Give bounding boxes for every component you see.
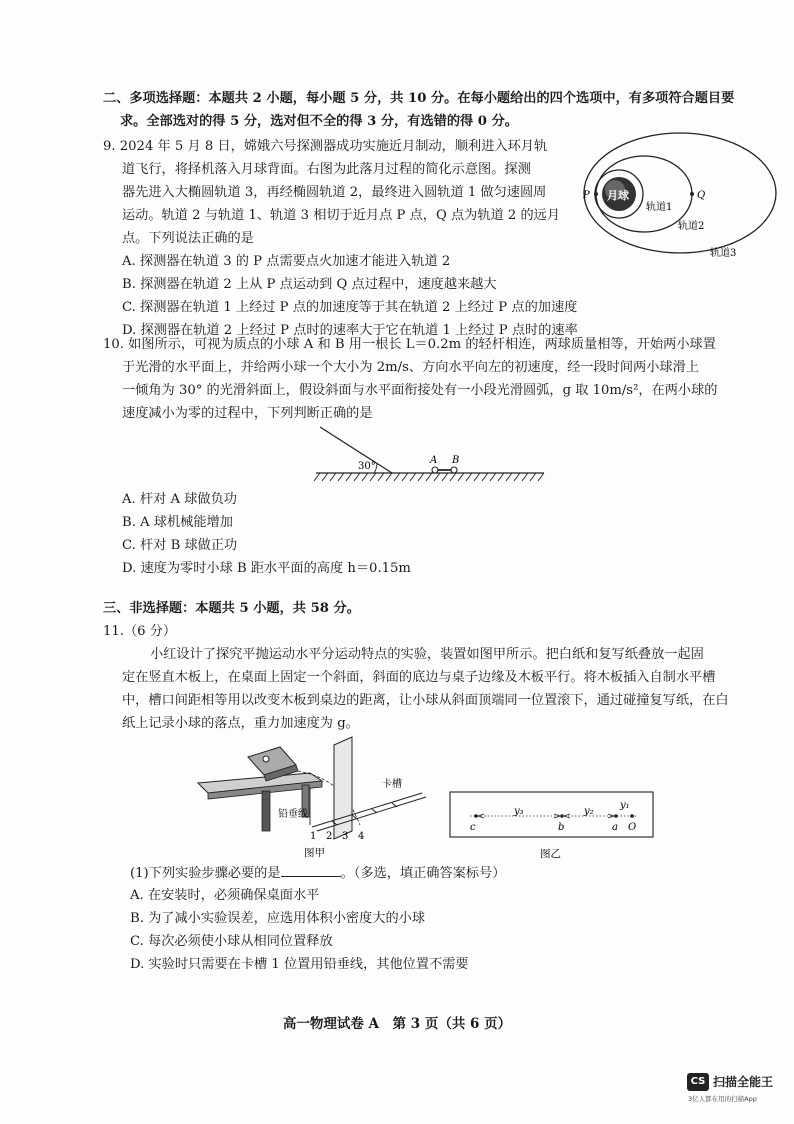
q10-line: 速度减小为零的过程中，下列判断正确的是 bbox=[122, 406, 373, 421]
y2-label: y₂ bbox=[584, 806, 594, 817]
q11-option-c: C. 每次必须使小球从相同位置释放 bbox=[130, 934, 333, 949]
point-p bbox=[594, 192, 598, 196]
point-o bbox=[630, 814, 634, 818]
q10-option-a: A. 杆对 A 球做负功 bbox=[122, 492, 237, 507]
q10-option-c: C. 杆对 B 球做正功 bbox=[122, 538, 238, 553]
b-label: B bbox=[452, 455, 460, 466]
vertical-board bbox=[334, 737, 352, 839]
ball bbox=[263, 756, 269, 762]
point-b bbox=[560, 814, 564, 818]
q10-option-d: D. 速度为零时小球 B 距水平面的高度 h＝0.15m bbox=[122, 561, 411, 576]
q10-option-b: B. A 球机械能增加 bbox=[122, 515, 233, 530]
point-c bbox=[474, 814, 478, 818]
p-label: P bbox=[583, 190, 590, 201]
orbit2-label: 轨道2 bbox=[678, 221, 705, 232]
ball-b bbox=[451, 467, 457, 473]
q9-option-b: B. 探测器在轨道 2 上从 P 点运动到 Q 点过程中，速度越来越大 bbox=[122, 277, 497, 292]
q11-line: 中，槽口间距相等用以改变木板到桌边的距离，让小球从斜面顶端同一位置滚下，通过碰撞复写纸，在白 bbox=[122, 693, 729, 708]
groove-1: 1 bbox=[310, 831, 317, 842]
q11-option-b: B. 为了减小实验误差，应选用体积小密度大的小球 bbox=[130, 911, 426, 926]
q-label: Q bbox=[697, 190, 706, 201]
o-label: O bbox=[628, 822, 637, 833]
groove-3: 3 bbox=[342, 831, 349, 842]
ball-a bbox=[432, 467, 438, 473]
q9-line: 点。下列说法正确的是 bbox=[122, 231, 254, 246]
groove-4: 4 bbox=[358, 831, 365, 842]
plumb-label: 铅垂线 bbox=[278, 809, 308, 820]
b-label: b bbox=[558, 822, 565, 833]
q11-line: 小红设计了探究平抛运动水平分运动特点的实验，装置如图甲所示。把白纸和复写纸叠放一起固 bbox=[150, 647, 704, 662]
point-a bbox=[614, 814, 618, 818]
y1-label: y₁ bbox=[620, 800, 630, 811]
q10-incline-figure bbox=[312, 423, 548, 489]
angle-label: 30° bbox=[358, 461, 376, 472]
incline-line bbox=[320, 427, 392, 473]
section2-heading-line2: 求。全部选对的得 5 分，选对但不全的得 3 分，有选错的得 0 分。 bbox=[120, 114, 518, 129]
orbit1-label: 轨道1 bbox=[646, 202, 673, 213]
q11-line: 定在竖直木板上，在桌面上固定一个斜面，斜面的底边与桌子边缘及木板平行。将木板插入自制水平槽 bbox=[122, 670, 716, 685]
q9-line: 道飞行，将择机落入月球背面。右图为此落月过程的简化示意图。探测 bbox=[122, 162, 531, 177]
moon-label: 月球 bbox=[607, 189, 629, 202]
q11-sub1: (1)下列实验步骤必要的是 。（多选，填正确答案标号） bbox=[130, 866, 506, 881]
camscanner-logo-icon: CS bbox=[687, 1073, 709, 1091]
q9-option-d: D. 探测器在轨道 2 上经过 P 点时的速率大于它在轨道 1 上经过 P 点时的速率 bbox=[122, 323, 578, 338]
q9-line: 9. 2024 年 5 月 8 日，嫦娥六号探测器成功实施近月制动，顺利进入环月轨 bbox=[103, 139, 548, 154]
figure-a-caption: 图甲 bbox=[304, 847, 325, 859]
q11-option-d: D. 实验时只需要在卡槽 1 位置用铅垂线，其他位置不需要 bbox=[130, 957, 469, 972]
camscanner-name: 扫描全能王 bbox=[713, 1075, 774, 1089]
orbit3-label: 轨道3 bbox=[710, 248, 737, 259]
q11-figure-b bbox=[448, 790, 658, 860]
q9-line: 器先进入大椭圆轨道 3，再经椭圆轨道 2，最终进入圆轨道 1 做匀速圆周 bbox=[122, 185, 547, 200]
figure-b-caption: 图乙 bbox=[540, 848, 561, 860]
section3-heading: 三、非选择题：本题共 5 小题，共 58 分。 bbox=[103, 601, 360, 616]
q11-option-a: A. 在安装时，必须确保桌面水平 bbox=[130, 888, 320, 903]
q10-line: 于光滑的水平面上，并给两小球一个大小为 2m/s、方向水平向左的初速度，经一段时间两小球滑上 bbox=[122, 360, 699, 375]
answer-blank[interactable] bbox=[281, 864, 341, 877]
section2-heading-line1: 二、多项选择题：本题共 2 小题，每小题 5 分，共 10 分。在每小题给出的四个选项中，有多项符合题目要 bbox=[103, 91, 735, 106]
a-label: A bbox=[430, 455, 438, 466]
groove-label: 卡槽 bbox=[382, 779, 402, 790]
q9-orbit-figure bbox=[574, 130, 780, 262]
paper-frame bbox=[450, 792, 653, 837]
c-label: c bbox=[470, 822, 476, 833]
q11-figure-a bbox=[192, 735, 437, 861]
q10-line: 10. 如图所示，可视为质点的小球 A 和 B 用一根长 L＝0.2m 的轻杆相连，两球质量相等，开始两小球置 bbox=[103, 337, 716, 352]
y3-label: y₃ bbox=[514, 806, 524, 817]
q9-line: 运动。轨道 2 与轨道 1、轨道 3 相切于近月点 P 点，Q 点为轨道 2 的远月 bbox=[122, 208, 561, 223]
camscanner-tagline: 3亿人都在用的扫描App bbox=[688, 1095, 757, 1103]
q11-line: 纸上记录小球的落点，重力加速度为 g。 bbox=[122, 716, 359, 731]
groove-2: 2 bbox=[326, 831, 333, 842]
q9-option-a: A. 探测器在轨道 3 的 P 点需要点火加速才能进入轨道 2 bbox=[122, 254, 451, 269]
q10-line: 一倾角为 30° 的光滑斜面上，假设斜面与水平面衔接处有一小段光滑圆弧，g 取 10m/s²，在两小球的 bbox=[122, 383, 718, 398]
page-footer: 高一物理试卷 A 第 3 页（共 6 页） bbox=[282, 1016, 512, 1032]
a-label: a bbox=[612, 822, 618, 833]
point-q bbox=[690, 192, 694, 196]
q9-option-c: C. 探测器在轨道 1 上经过 P 点的加速度等于其在轨道 2 上经过 P 点的加速度 bbox=[122, 300, 578, 315]
q11-head: 11.（6 分） bbox=[103, 624, 177, 639]
